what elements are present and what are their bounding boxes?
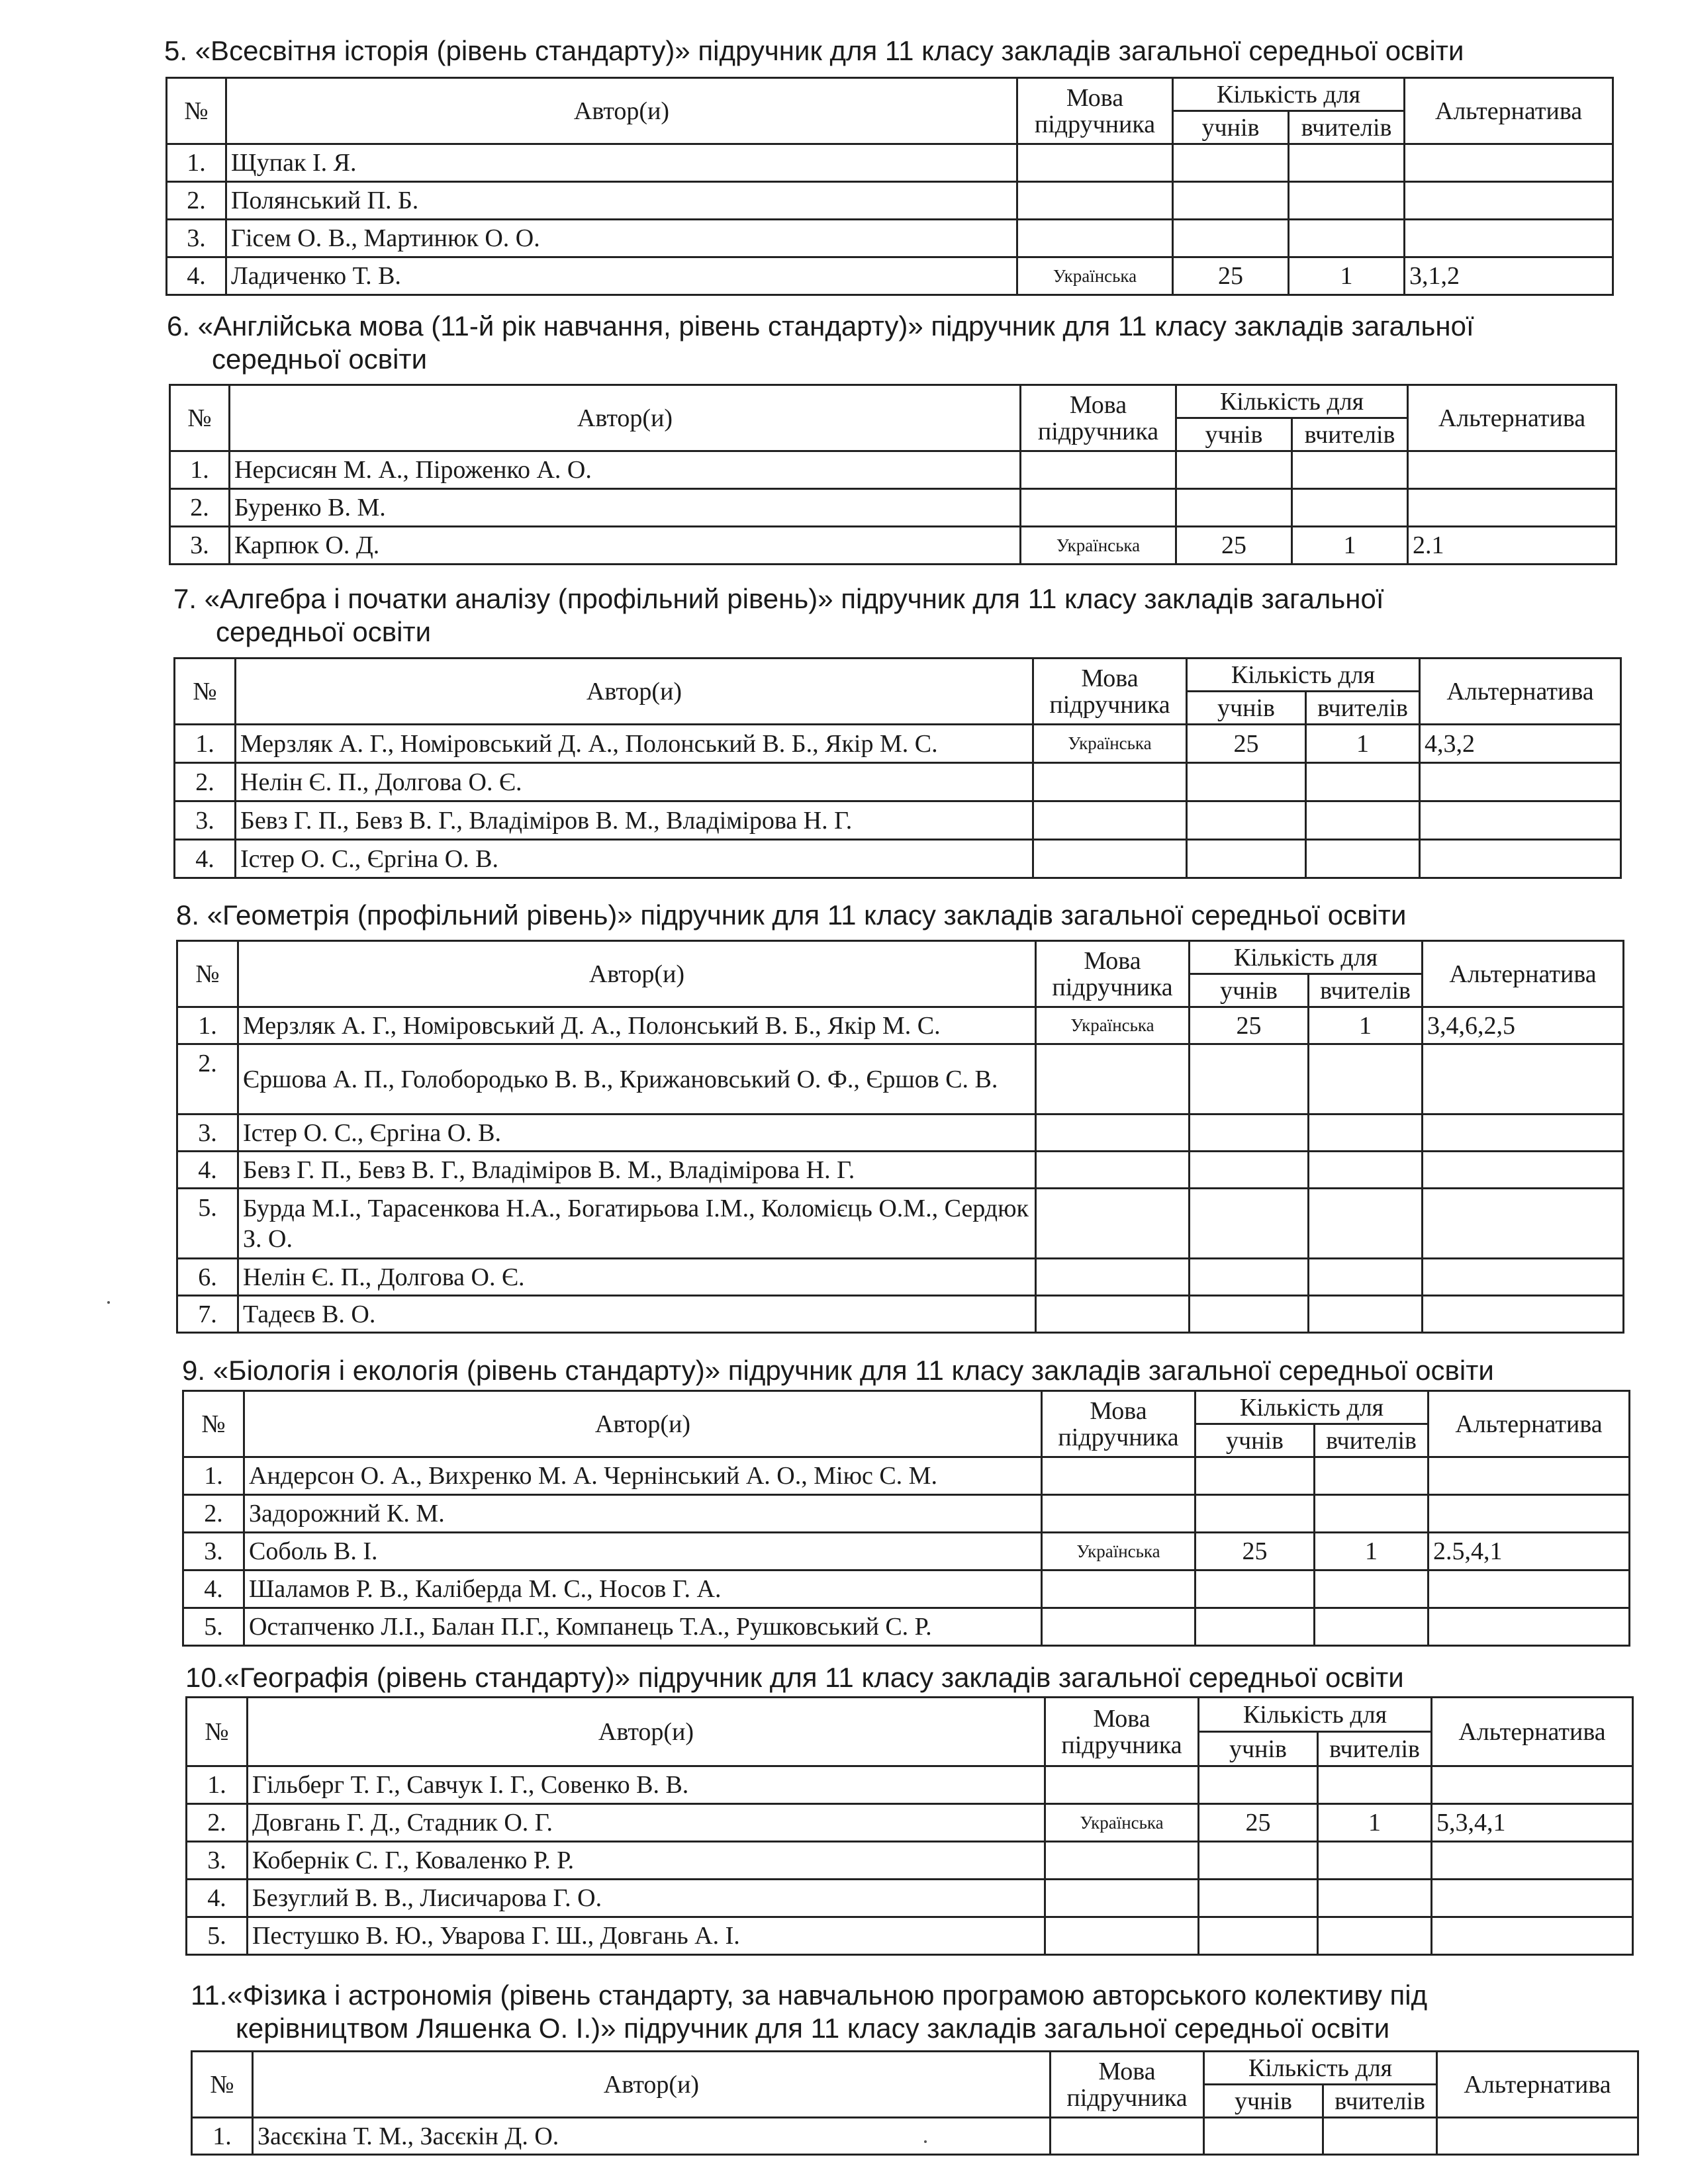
header-language: Мова підручника (1033, 659, 1187, 725)
header-no: № (192, 2052, 253, 2118)
count-cell (1318, 1766, 1432, 1804)
table-row (187, 1917, 1633, 1955)
count-cell (1289, 182, 1405, 220)
count-cell (1190, 1259, 1309, 1296)
row-number: 1. (170, 451, 230, 489)
header-language: Мова підручника (1017, 78, 1173, 144)
table-row (175, 840, 1621, 878)
section-heading (176, 899, 1646, 932)
count-cell (1309, 1189, 1423, 1259)
author-cell: Шаламов Р. В., Каліберда М. С., Носов Г. А. (244, 1570, 1042, 1608)
table-row (177, 1189, 1624, 1259)
section-number: 10. (185, 1662, 224, 1693)
alternative-cell (1423, 1259, 1624, 1296)
textbook-table (182, 1390, 1630, 1647)
section-heading (167, 310, 1643, 376)
header-students: учнів (1176, 418, 1292, 451)
row-number: 3. (170, 527, 230, 565)
table-row (192, 2118, 1638, 2155)
language-cell: Українська (1045, 1804, 1199, 1842)
alternative-cell: 2.1 (1408, 527, 1617, 565)
language-cell (1042, 1457, 1196, 1495)
count-cell: 1 (1309, 1007, 1423, 1044)
alternative-cell (1423, 1152, 1624, 1189)
author-cell: Остапченко Л.І., Балан П.Г., Компанець Т.А., Рушковський С. Р. (244, 1608, 1042, 1646)
row-number: 3. (167, 220, 226, 257)
table-row (167, 144, 1613, 182)
author-cell: Буренко В. М. (230, 489, 1021, 527)
section-heading (173, 582, 1646, 649)
row-number: 1. (177, 1007, 238, 1044)
count-cell (1199, 1842, 1318, 1880)
header-author: Автор(и) (236, 659, 1033, 725)
row-number: 3. (183, 1533, 244, 1570)
textbook-table (173, 657, 1622, 879)
count-cell (1318, 1842, 1432, 1880)
count-cell (1196, 1608, 1315, 1646)
count-cell: 1 (1292, 527, 1408, 565)
header-no: № (183, 1391, 244, 1457)
textbook-table (165, 77, 1614, 296)
alternative-cell: 4,3,2 (1420, 725, 1621, 763)
table-row (183, 1533, 1630, 1570)
table-row (183, 1457, 1630, 1495)
author-cell: Тадеєв В. О. (238, 1296, 1036, 1333)
row-number: 2. (183, 1495, 244, 1533)
alternative-cell (1405, 182, 1613, 220)
count-cell (1306, 763, 1420, 801)
section-title: «Алгебра і початки аналізу (профільний рівень)» підручник для 11 класу закладів загальної (204, 583, 1384, 614)
alternative-cell (1429, 1570, 1630, 1608)
language-cell (1051, 2118, 1204, 2155)
count-cell (1315, 1608, 1429, 1646)
header-alternative: Альтернатива (1429, 1391, 1630, 1457)
table-row (167, 257, 1613, 295)
table-row (177, 1115, 1624, 1152)
header-author: Автор(и) (253, 2052, 1051, 2118)
count-cell (1309, 1115, 1423, 1152)
count-cell: 25 (1187, 725, 1306, 763)
header-count: Кількість для (1199, 1698, 1432, 1732)
table-row (170, 489, 1617, 527)
header-students: учнів (1187, 692, 1306, 725)
count-cell (1190, 1115, 1309, 1152)
count-cell (1323, 2118, 1437, 2155)
alternative-cell: 3,1,2 (1405, 257, 1613, 295)
table-row (183, 1570, 1630, 1608)
scan-speck (924, 2140, 927, 2143)
section-number: 5. (164, 35, 188, 66)
author-cell: Нелін Є. П., Долгова О. Є. (238, 1259, 1036, 1296)
section-title: «Фізика і астрономія (рівень стандарту, за навчальною програмою авторського колективу під (227, 1979, 1428, 2011)
row-number: 1. (187, 1766, 248, 1804)
header-author: Автор(и) (226, 78, 1017, 144)
count-cell (1196, 1457, 1315, 1495)
header-alternative: Альтернатива (1437, 2052, 1638, 2118)
language-cell (1017, 220, 1173, 257)
author-cell: Бевз Г. П., Бевз В. Г., Владіміров В. М., Владімірова Н. Г. (238, 1152, 1036, 1189)
header-count: Кількість для (1187, 659, 1420, 692)
header-teachers: вчителів (1309, 974, 1423, 1007)
language-cell (1036, 1296, 1190, 1333)
section-number: 8. (176, 899, 200, 931)
language-cell (1017, 144, 1173, 182)
header-alternative: Альтернатива (1423, 941, 1624, 1007)
table-row (187, 1880, 1633, 1917)
header-teachers: вчителів (1292, 418, 1408, 451)
row-number: 2. (187, 1804, 248, 1842)
alternative-cell (1423, 1044, 1624, 1115)
alternative-cell (1420, 801, 1621, 840)
author-cell: Бевз Г. П., Бевз В. Г., Владіміров В. М., Владімірова Н. Г. (236, 801, 1033, 840)
author-cell: Щупак І. Я. (226, 144, 1017, 182)
header-language: Мова підручника (1021, 385, 1176, 451)
header-author: Автор(и) (230, 385, 1021, 451)
count-cell (1289, 220, 1405, 257)
count-cell (1199, 1766, 1318, 1804)
count-cell (1315, 1570, 1429, 1608)
table-row (170, 451, 1617, 489)
section-number: 6. (167, 310, 191, 341)
count-cell: 1 (1318, 1804, 1432, 1842)
count-cell (1173, 182, 1289, 220)
table-row (167, 182, 1613, 220)
row-number: 1. (167, 144, 226, 182)
table-row (177, 1007, 1624, 1044)
alternative-cell (1432, 1917, 1633, 1955)
alternative-cell (1429, 1457, 1630, 1495)
section-title-continued: керівництвом Ляшенка О. І.)» підручник для 11 класу закладів загальної середньої освіти (236, 2013, 1390, 2044)
language-cell (1017, 182, 1173, 220)
section-title-continued: середньої освіти (212, 343, 428, 375)
header-count: Кількість для (1204, 2052, 1437, 2085)
language-cell (1042, 1570, 1196, 1608)
header-teachers: вчителів (1315, 1424, 1429, 1457)
section-number: 11. (191, 1979, 228, 2011)
table-row (167, 220, 1613, 257)
count-cell: 1 (1306, 725, 1420, 763)
language-cell (1045, 1842, 1199, 1880)
count-cell (1173, 220, 1289, 257)
header-no: № (167, 78, 226, 144)
count-cell (1309, 1044, 1423, 1115)
author-cell: Гільберг Т. Г., Савчук І. Г., Совенко В. В. (248, 1766, 1045, 1804)
language-cell (1045, 1766, 1199, 1804)
author-cell: Довгань Г. Д., Стадник О. Г. (248, 1804, 1045, 1842)
table-row (187, 1842, 1633, 1880)
count-cell (1196, 1495, 1315, 1533)
alternative-cell (1423, 1296, 1624, 1333)
row-number: 2. (170, 489, 230, 527)
row-number: 5. (177, 1189, 238, 1259)
row-number: 1. (183, 1457, 244, 1495)
header-language: Мова підручника (1036, 941, 1190, 1007)
header-students: учнів (1196, 1424, 1315, 1457)
header-teachers: вчителів (1318, 1732, 1432, 1766)
row-number: 1. (175, 725, 236, 763)
header-count: Кількість для (1176, 385, 1408, 418)
alternative-cell (1432, 1880, 1633, 1917)
author-cell: Нерсисян М. А., Піроженко А. О. (230, 451, 1021, 489)
language-cell (1036, 1152, 1190, 1189)
header-author: Автор(и) (244, 1391, 1042, 1457)
author-cell: Мерзляк А. Г., Номіровський Д. А., Полонський В. Б., Якір М. С. (236, 725, 1033, 763)
author-cell: Засєкіна Т. М., Засєкін Д. О. (253, 2118, 1051, 2155)
header-count: Кількість для (1173, 78, 1405, 111)
count-cell (1309, 1259, 1423, 1296)
header-students: учнів (1199, 1732, 1318, 1766)
alternative-cell (1423, 1189, 1624, 1259)
section-title-continued: середньої освіти (216, 616, 432, 647)
author-cell: Андерсон О. А., Вихренко М. А. Чернінський А. О., Міюс С. М. (244, 1457, 1042, 1495)
language-cell: Українська (1036, 1007, 1190, 1044)
header-author: Автор(и) (248, 1698, 1045, 1766)
section-heading (182, 1354, 1652, 1387)
alternative-cell (1429, 1495, 1630, 1533)
section-title: «Географія (рівень стандарту)» підручник для 11 класу закладів загальної середньої освіти (224, 1662, 1404, 1693)
count-cell: 25 (1176, 527, 1292, 565)
language-cell (1045, 1880, 1199, 1917)
table-row (187, 1766, 1633, 1804)
language-cell (1036, 1189, 1190, 1259)
count-cell (1292, 489, 1408, 527)
language-cell: Українська (1021, 527, 1176, 565)
row-number: 5. (183, 1608, 244, 1646)
count-cell: 25 (1199, 1804, 1318, 1842)
table-row (183, 1608, 1630, 1646)
count-cell (1196, 1570, 1315, 1608)
alternative-cell (1420, 763, 1621, 801)
row-number: 6. (177, 1259, 238, 1296)
language-cell (1021, 451, 1176, 489)
header-teachers: вчителів (1323, 2085, 1437, 2118)
language-cell (1021, 489, 1176, 527)
alternative-cell (1405, 220, 1613, 257)
header-students: учнів (1190, 974, 1309, 1007)
table-row (175, 725, 1621, 763)
author-cell: Кобернік С. Г., Коваленко Р. Р. (248, 1842, 1045, 1880)
row-number: 2. (177, 1044, 238, 1115)
count-cell (1187, 763, 1306, 801)
language-cell (1033, 801, 1187, 840)
count-cell: 1 (1289, 257, 1405, 295)
count-cell (1176, 489, 1292, 527)
header-teachers: вчителів (1289, 111, 1405, 144)
author-cell: Бурда М.І., Тарасенкова Н.А., Богатирьова І.М., Коломієць О.М., Сердюк З. О. (238, 1189, 1036, 1259)
alternative-cell (1408, 489, 1617, 527)
row-number: 4. (183, 1570, 244, 1608)
row-number: 3. (187, 1842, 248, 1880)
header-no: № (187, 1698, 248, 1766)
language-cell: Українська (1033, 725, 1187, 763)
header-language: Мова підручника (1042, 1391, 1196, 1457)
count-cell: 25 (1190, 1007, 1309, 1044)
count-cell (1190, 1296, 1309, 1333)
count-cell (1190, 1044, 1309, 1115)
alternative-cell (1432, 1766, 1633, 1804)
row-number: 4. (187, 1880, 248, 1917)
section-number: 7. (173, 583, 197, 614)
language-cell (1042, 1495, 1196, 1533)
count-cell: 1 (1315, 1533, 1429, 1570)
section-title: «Всесвітня історія (рівень стандарту)» підручник для 11 класу закладів загальної середньої освіти (195, 35, 1464, 66)
language-cell (1036, 1115, 1190, 1152)
author-cell: Соболь В. І. (244, 1533, 1042, 1570)
table-row (177, 1296, 1624, 1333)
textbook-table (185, 1696, 1634, 1956)
language-cell (1033, 763, 1187, 801)
author-cell: Безуглий В. В., Лисичарова Г. О. (248, 1880, 1045, 1917)
count-cell (1315, 1457, 1429, 1495)
section-heading (164, 34, 1607, 68)
table-row (183, 1495, 1630, 1533)
header-count: Кількість для (1190, 941, 1423, 974)
row-number: 3. (177, 1115, 238, 1152)
alternative-cell: 3,4,6,2,5 (1423, 1007, 1624, 1044)
header-count: Кількість для (1196, 1391, 1429, 1424)
section-title: «Англійська мова (11-й рік навчання, рівень стандарту)» підручник для 11 класу закладів загальної (197, 310, 1474, 341)
author-cell: Єршова А. П., Голобородько В. В., Крижановський О. Ф., Єршов С. В. (238, 1044, 1036, 1115)
table-row (187, 1804, 1633, 1842)
row-number: 2. (175, 763, 236, 801)
count-cell (1315, 1495, 1429, 1533)
language-cell: Українська (1042, 1533, 1196, 1570)
alternative-cell (1423, 1115, 1624, 1152)
header-language: Мова підручника (1045, 1698, 1199, 1766)
row-number: 5. (187, 1917, 248, 1955)
alternative-cell: 5,3,4,1 (1432, 1804, 1633, 1842)
count-cell (1176, 451, 1292, 489)
alternative-cell (1420, 840, 1621, 878)
count-cell (1318, 1917, 1432, 1955)
row-number: 7. (177, 1296, 238, 1333)
author-cell: Карпюк О. Д. (230, 527, 1021, 565)
language-cell (1042, 1608, 1196, 1646)
language-cell (1036, 1259, 1190, 1296)
count-cell (1309, 1296, 1423, 1333)
language-cell: Українська (1017, 257, 1173, 295)
alternative-cell (1405, 144, 1613, 182)
alternative-cell (1429, 1608, 1630, 1646)
table-row (177, 1044, 1624, 1115)
language-cell (1033, 840, 1187, 878)
count-cell: 25 (1196, 1533, 1315, 1570)
count-cell (1199, 1880, 1318, 1917)
header-author: Автор(и) (238, 941, 1036, 1007)
count-cell (1292, 451, 1408, 489)
header-no: № (175, 659, 236, 725)
section-title: «Біологія і екологія (рівень стандарту)» підручник для 11 класу закладів загальної середньої освіти (212, 1355, 1494, 1386)
author-cell: Істер О. С., Єргіна О. В. (238, 1115, 1036, 1152)
author-cell: Ладиченко Т. В. (226, 257, 1017, 295)
count-cell (1187, 801, 1306, 840)
header-alternative: Альтернатива (1420, 659, 1621, 725)
row-number: 1. (192, 2118, 253, 2155)
count-cell (1204, 2118, 1323, 2155)
table-row (177, 1259, 1624, 1296)
row-number: 4. (177, 1152, 238, 1189)
header-no: № (177, 941, 238, 1007)
section-heading (191, 1979, 1667, 2045)
textbook-table (191, 2050, 1639, 2156)
author-cell: Нелін Є. П., Долгова О. Є. (236, 763, 1033, 801)
alternative-cell (1437, 2118, 1638, 2155)
table-row (177, 1152, 1624, 1189)
count-cell (1318, 1880, 1432, 1917)
textbook-table (176, 940, 1624, 1334)
count-cell (1289, 144, 1405, 182)
author-cell: Пестушко В. Ю., Уварова Г. Ш., Довгань А. І. (248, 1917, 1045, 1955)
table-row (175, 763, 1621, 801)
header-language: Мова підручника (1051, 2052, 1204, 2118)
section-heading (185, 1661, 1655, 1694)
author-cell: Мерзляк А. Г., Номіровський Д. А., Полонський В. Б., Якір М. С. (238, 1007, 1036, 1044)
row-number: 4. (175, 840, 236, 878)
count-cell (1190, 1189, 1309, 1259)
count-cell (1187, 840, 1306, 878)
header-alternative: Альтернатива (1408, 385, 1617, 451)
count-cell (1306, 840, 1420, 878)
language-cell (1045, 1917, 1199, 1955)
header-teachers: вчителів (1306, 692, 1420, 725)
textbook-table (169, 384, 1617, 565)
row-number: 2. (167, 182, 226, 220)
header-alternative: Альтернатива (1432, 1698, 1633, 1766)
author-cell: Істер О. С., Єргіна О. В. (236, 840, 1033, 878)
table-row (170, 527, 1617, 565)
count-cell (1190, 1152, 1309, 1189)
count-cell (1199, 1917, 1318, 1955)
alternative-cell (1432, 1842, 1633, 1880)
count-cell: 25 (1173, 257, 1289, 295)
section-title: «Геометрія (профільний рівень)» підручник для 11 класу закладів загальної середньої освіти (207, 899, 1407, 931)
header-no: № (170, 385, 230, 451)
alternative-cell (1408, 451, 1617, 489)
table-row (175, 801, 1621, 840)
author-cell: Гісем О. В., Мартинюк О. О. (226, 220, 1017, 257)
count-cell (1306, 801, 1420, 840)
author-cell: Задорожний К. М. (244, 1495, 1042, 1533)
section-number: 9. (182, 1355, 206, 1386)
header-students: учнів (1173, 111, 1289, 144)
count-cell (1173, 144, 1289, 182)
header-students: учнів (1204, 2085, 1323, 2118)
alternative-cell: 2.5,4,1 (1429, 1533, 1630, 1570)
count-cell (1309, 1152, 1423, 1189)
author-cell: Полянський П. Б. (226, 182, 1017, 220)
row-number: 4. (167, 257, 226, 295)
header-alternative: Альтернатива (1405, 78, 1613, 144)
language-cell (1036, 1044, 1190, 1115)
scan-speck (107, 1301, 110, 1304)
row-number: 3. (175, 801, 236, 840)
